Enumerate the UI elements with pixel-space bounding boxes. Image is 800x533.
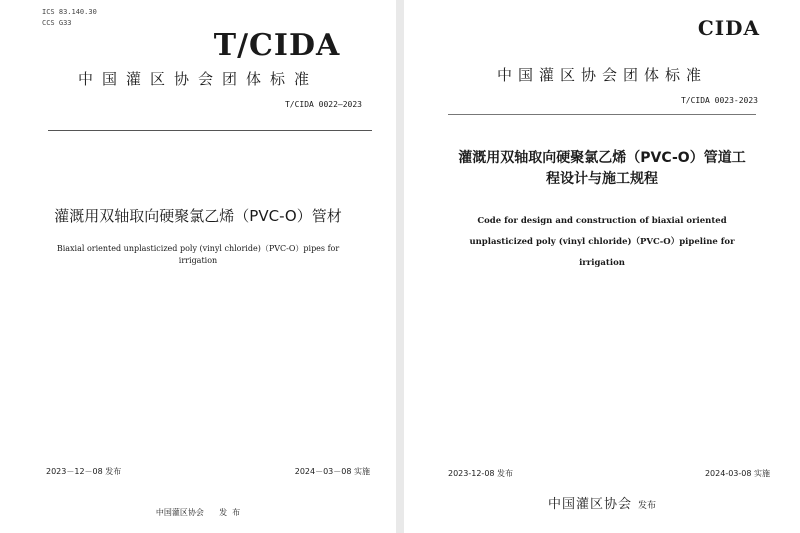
publisher — [404, 493, 800, 512]
publisher-name: 中国灌区协会 — [547, 497, 632, 512]
ccs-code: CCS G33 — [42, 19, 72, 27]
title-english-line-3: irrigation — [579, 258, 625, 268]
implementation-date: 2024－03－08 实施 — [294, 467, 370, 476]
title-chinese-line-2: 程设计与施工规程 — [546, 171, 658, 187]
association-heading: 中国灌区协会团体标准 — [496, 66, 707, 84]
issue-date: 2023-12-08 发布 — [448, 469, 514, 478]
title-chinese — [404, 148, 800, 190]
standard-logo: CIDA — [697, 16, 760, 40]
implementation-date: 2024-03-08 实施 — [704, 469, 770, 478]
title-english — [404, 211, 800, 274]
publisher: 中国灌区协会 发 布 — [155, 508, 241, 517]
title-english-line-1: Biaxial oriented unplasticized poly (vinyl chloride)（PVC-O）pipes for — [56, 244, 340, 253]
title-chinese-line-1: 灌溉用双轴取向硬聚氯乙烯（PVC-O）管道工 — [458, 150, 746, 166]
publisher-action: 发布 — [638, 501, 657, 511]
ics-code: ICS 83.140.30 — [42, 8, 97, 16]
title-english-line-2: unplasticized poly (vinyl chloride)（PVC-O）pipeline for — [469, 237, 735, 247]
standard-cover-left — [0, 0, 396, 533]
standard-number: T/CIDA 0022—2023 — [284, 100, 362, 109]
standard-number: T/CIDA 0023-2023 — [680, 96, 758, 105]
standard-logo: T/CIDA — [213, 28, 341, 63]
title-english-line-1: Code for design and construction of biaxial oriented — [477, 216, 727, 226]
title-english-line-2: irrigation — [178, 256, 218, 265]
title-english — [0, 243, 396, 267]
title-chinese: 灌溉用双轴取向硬聚氯乙烯（PVC-O）管材 — [54, 207, 342, 225]
header-divider — [448, 114, 756, 115]
standard-cover-right — [404, 0, 800, 533]
issue-date: 2023－12－08 发布 — [46, 467, 122, 476]
header-divider — [48, 130, 372, 131]
association-heading: 中国灌区协会团体标准 — [77, 70, 318, 88]
